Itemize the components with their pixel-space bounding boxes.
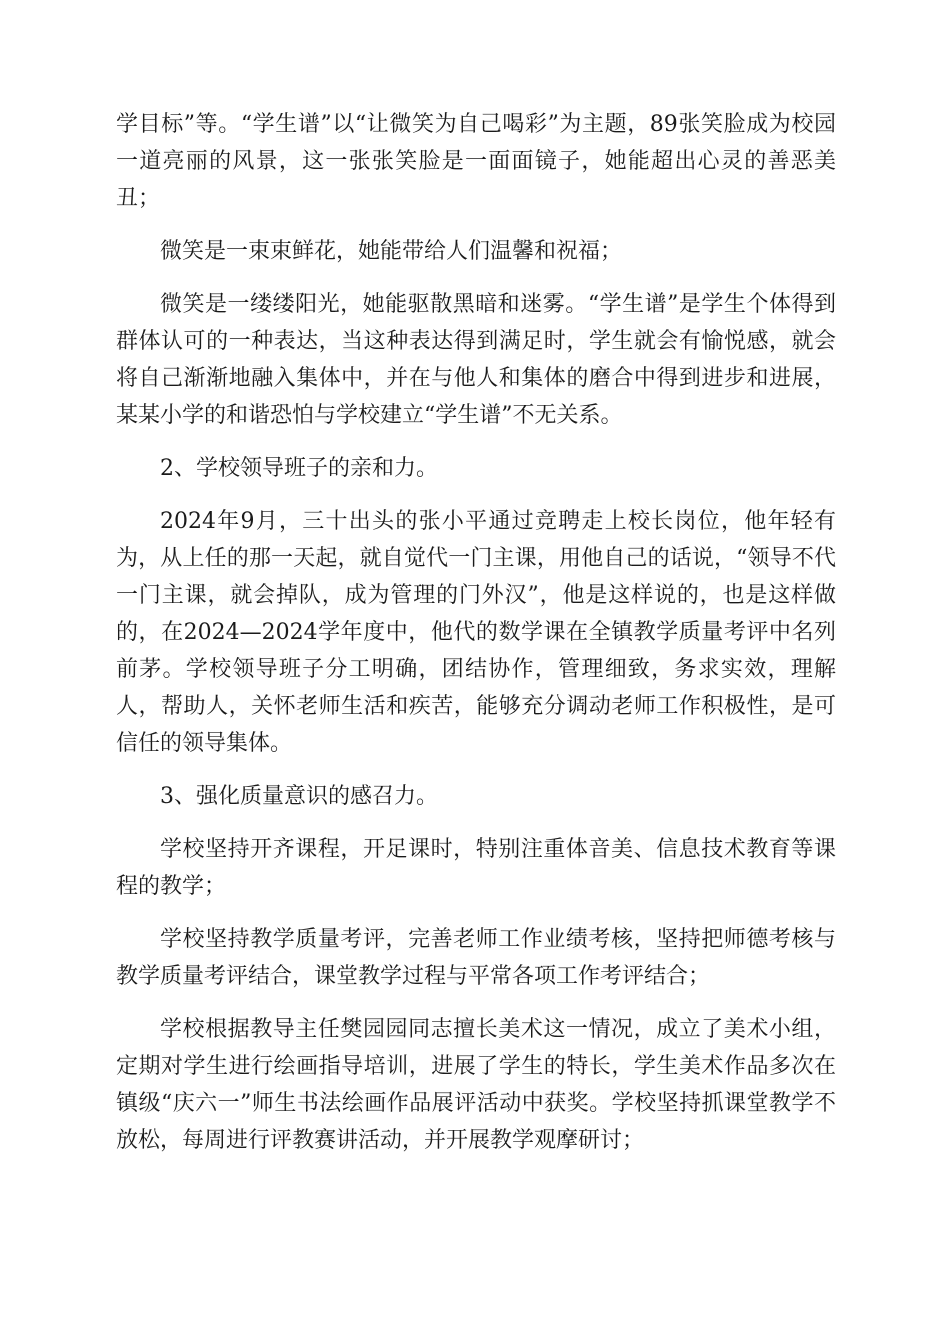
paragraph: 学校根据教导主任樊园园同志擅长美术这一情况，成立了美术小组，定期对学生进行绘画指导培训，进展了学生的特长，学生美术作品多次在镇级“庆六一”师生书法绘画作品展评活动中获奖。学校坚持抓课堂教学不放松，每周进行评教赛讲活动，并开展教学观摩研讨； xyxy=(116,1017,836,1153)
paragraph: 学校坚持开齐课程，开足课时，特别注重体音美、信息技术教育等课程的教学； xyxy=(116,837,836,899)
paragraph: 学校坚持教学质量考评，完善老师工作业绩考核，坚持把师德考核与教学质量考评结合，课堂教学过程与平常各项工作考评结合； xyxy=(116,927,836,989)
section-heading: 3、强化质量意识的感召力。 xyxy=(160,784,438,809)
paragraph: 2024年9月，三十出头的张小平通过竞聘走上校长岗位，他年轻有为，从上任的那一天起，就自觉代一门主课，用他自己的话说，“领导不代一门主课，就会掉队，成为管理的门外汉”，他是这样说的，也是这样做的，在2024—2024学年度中，他代的数学课在全镇教学质量考评中名列前茅。学校领导班子分工明确，团结协作，管理细致，务求实效，理解人，帮助人，关怀老师生活和疾苦，能够充分调动老师工作积极性，是可信任的领导集体。 xyxy=(116,509,836,756)
document-body xyxy=(116,106,836,1175)
paragraph: 微笑是一缕缕阳光，她能驱散黑暗和迷雾。“学生谱”是学生个体得到群体认可的一种表达，当这种表达得到满足时，学生就会有愉悦感，就会将自己渐渐地融入集体中，并在与他人和集体的磨合中得到进步和进展，某某小学的和谐恐怕与学校建立“学生谱”不无关系。 xyxy=(116,292,836,428)
paragraph: 微笑是一束束鲜花，她能带给人们温馨和祝福； xyxy=(160,239,623,264)
section-heading: 2、学校领导班子的亲和力。 xyxy=(160,456,438,481)
paragraph-continuation: 学目标”等。“学生谱”以“让微笑为自己喝彩”为主题，89张笑脸成为校园一道亮丽的风景，这一张张笑脸是一面面镜子，她能超出心灵的善恶美丑； xyxy=(116,112,836,211)
